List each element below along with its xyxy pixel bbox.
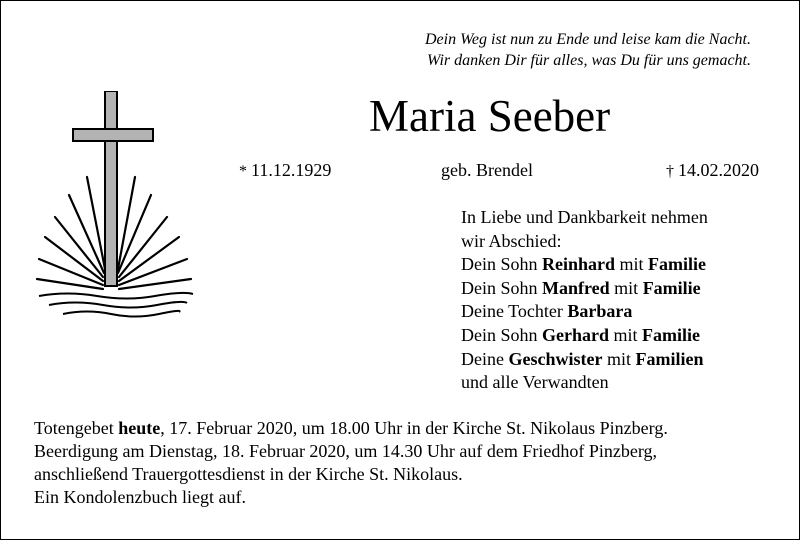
mourner-connector: mit (609, 324, 643, 345)
deceased-name: Maria Seeber (369, 91, 611, 141)
funeral-notice (34, 417, 668, 509)
mourner-connector: mit (615, 254, 649, 275)
mourners-closing: und alle Verwandten (461, 372, 609, 393)
dagger-icon: † (666, 163, 674, 180)
birth-date-value: 11.12.1929 (251, 160, 332, 180)
mourner-line (461, 324, 708, 348)
notice-emphasis: heute (118, 418, 161, 438)
verse (425, 29, 751, 71)
death-date-value: 14.02.2020 (678, 160, 759, 180)
mourner-family: Familie (642, 324, 700, 345)
notice-text: Totengebet (34, 418, 119, 438)
mourner-family: Familie (648, 254, 707, 275)
mourner-family: Familie (642, 277, 701, 298)
mourners-list (461, 206, 708, 395)
mourner-name: Gerhard (542, 324, 609, 345)
birth-date (239, 159, 331, 183)
notice-line: Ein Kondolenzbuch liegt auf. (34, 487, 246, 507)
mourner-name: Manfred (542, 277, 610, 298)
mourner-connector: mit (609, 277, 643, 298)
notice-text: , 17. Februar 2020, um 18.00 Uhr in der Kirche St. Nikolaus Pinzberg. (160, 418, 668, 438)
mourner-relation: Dein Sohn (461, 254, 542, 275)
mourner-relation: Deine (461, 348, 509, 369)
mourners-intro: In Liebe und Dankbarkeit nehmen (461, 207, 708, 227)
mourner-relation: Deine Tochter (461, 301, 568, 322)
mourner-line (461, 348, 708, 372)
notice-line: anschließend Trauergottesdienst in der Kirche St. Nikolaus. (34, 464, 463, 484)
star-icon: * (239, 163, 247, 180)
notice-line: Beerdigung am Dienstag, 18. Februar 2020, um 14.30 Uhr auf dem Friedhof Pinzberg, (34, 441, 658, 461)
mourner-line (461, 253, 708, 277)
notice-line (34, 417, 668, 440)
verse-line: Dein Weg ist nun zu Ende und leise kam die Nacht. (424, 31, 751, 48)
mourner-relation: Dein Sohn (461, 277, 542, 298)
maiden-name: geb. Brendel (441, 160, 533, 180)
mourner-line (461, 300, 708, 324)
mourner-relation: Dein Sohn (461, 324, 542, 345)
mourner-name: Geschwister (508, 348, 603, 369)
mourner-line (461, 277, 708, 301)
cross-sunrise-icon (27, 91, 197, 321)
mourners-intro: wir Abschied: (461, 230, 562, 251)
mourner-name: Barbara (567, 301, 633, 322)
mourner-name: Reinhard (542, 254, 616, 275)
mourner-family: Familien (635, 348, 704, 369)
death-date (666, 159, 759, 183)
verse-line: Wir danken Dir für alles, was Du für uns gemacht. (427, 52, 751, 69)
mourner-connector: mit (602, 348, 636, 369)
